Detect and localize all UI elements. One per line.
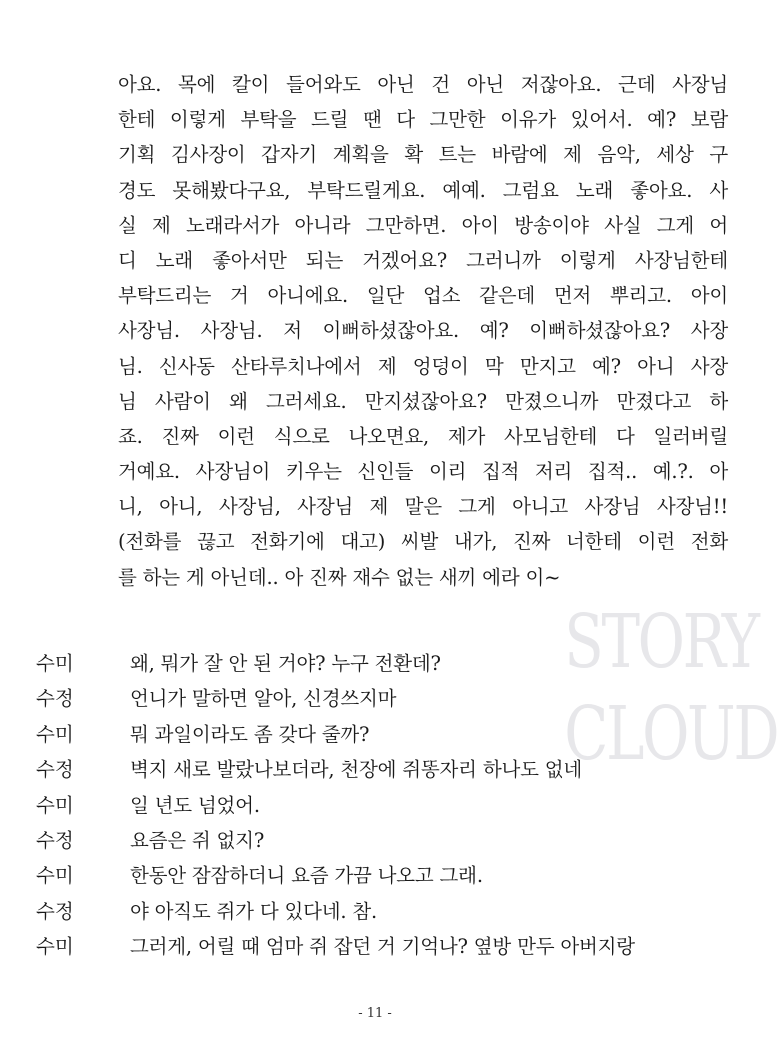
dialogue-line: 요즘은 쥐 없지?: [130, 828, 265, 852]
prose-line: 아요. 목에 칼이 들어와도 아닌 건 아닌 저잖아요. 근데 사장님: [118, 73, 728, 96]
dialogue-line: 뭐 과일이라도 좀 갖다 줄까?: [130, 722, 370, 746]
prose-line: 니, 아니, 사장님, 사장님 제 말은 그게 아니고 사장님 사장님!!: [118, 495, 728, 519]
prose-line: 거예요. 사장님이 키우는 신인들 이리 집적 저리 집적.. 예.?. 아: [118, 460, 728, 484]
monologue-paragraph: [118, 67, 728, 595]
prose-line: 디 노래 좋아서만 되는 거겠어요? 그러니까 이렇게 사장님한테: [118, 248, 728, 272]
dialogue-row: [36, 646, 726, 681]
prose-line: 를 하는 게 아닌데.. 아 진짜 재수 없는 새끼 에라 이~: [118, 565, 561, 589]
prose-line: 사장님. 사장님. 저 이뻐하셨잖아요. 예? 이뻐하셨잖아요? 사장: [118, 319, 728, 343]
speaker-name: 수미: [36, 864, 74, 888]
prose-line: 기획 김사장이 갑자기 계획을 확 트는 바람에 제 음악, 세상 구: [118, 143, 728, 167]
dialogue-line: 언니가 말하면 알아, 신경쓰지마: [130, 687, 397, 711]
dialogue-line: 벽지 새로 발랐나보더라, 천장에 쥐똥자리 하나도 없네: [130, 758, 583, 782]
dialogue-line: 한동안 잠잠하더니 요즘 가끔 나오고 그래.: [130, 864, 483, 888]
dialogue-row: [36, 858, 726, 893]
dialogue-row: [36, 823, 726, 858]
speaker-name: 수미: [36, 652, 74, 675]
dialogue-line: 왜, 뭐가 잘 안 된 거야? 누구 전환데?: [130, 652, 441, 675]
speaker-name: 수미: [36, 793, 74, 817]
prose-line: 실 제 노래라서가 아니라 그만하면. 아이 방송이야 사실 그게 어: [118, 213, 728, 237]
speaker-name: 수정: [36, 687, 74, 711]
dialogue-row: [36, 752, 726, 787]
prose-line: 님. 신사동 산타루치나에서 제 엉덩이 막 만지고 예? 아니 사장: [118, 354, 728, 378]
dialogue-line: 그러게, 어릴 때 엄마 쥐 잡던 거 기억나? 옆방 만두 아버지랑: [130, 935, 635, 959]
dialogue-block: [36, 646, 777, 965]
dialogue-row: [36, 717, 726, 752]
speaker-name: 수미: [36, 722, 74, 746]
speaker-name: 수미: [36, 935, 74, 959]
prose-line: 부탁드리는 거 아니에요. 일단 업소 같은데 먼저 뿌리고. 아이: [118, 284, 728, 308]
prose-line: 한테 이렇게 부탁을 드릴 땐 다 그만한 이유가 있어서. 예? 보람: [118, 108, 728, 132]
page-number: - 11 -: [358, 1006, 392, 1021]
speaker-name: 수정: [36, 899, 74, 923]
prose-line: 죠. 진짜 이런 식으로 나오면요, 제가 사모님한테 다 일러버릴: [118, 424, 728, 448]
dialogue-row: [36, 929, 726, 964]
prose-line: 경도 못해봤다구요, 부탁드릴게요. 예예. 그럼요 노래 좋아요. 사: [118, 178, 728, 202]
watermark-line-2: CLOUD: [564, 691, 777, 777]
dialogue-line: 일 년도 넘었어.: [130, 793, 260, 817]
dialogue-row: [36, 894, 726, 929]
watermark-line-1: STORY: [564, 599, 758, 685]
dialogue-row: [36, 788, 726, 823]
speaker-name: 수정: [36, 758, 74, 782]
speaker-name: 수정: [36, 828, 74, 852]
dialogue-line: 야 아직도 쥐가 다 있다네. 참.: [130, 899, 377, 923]
dialogue-row: [36, 681, 726, 716]
prose-line: (전화를 끊고 전화기에 대고) 씨발 내가, 진짜 너한테 이런 전화: [118, 530, 728, 554]
prose-line: 님 사람이 왜 그러세요. 만지셨잖아요? 만졌으니까 만졌다고 하: [118, 389, 728, 413]
